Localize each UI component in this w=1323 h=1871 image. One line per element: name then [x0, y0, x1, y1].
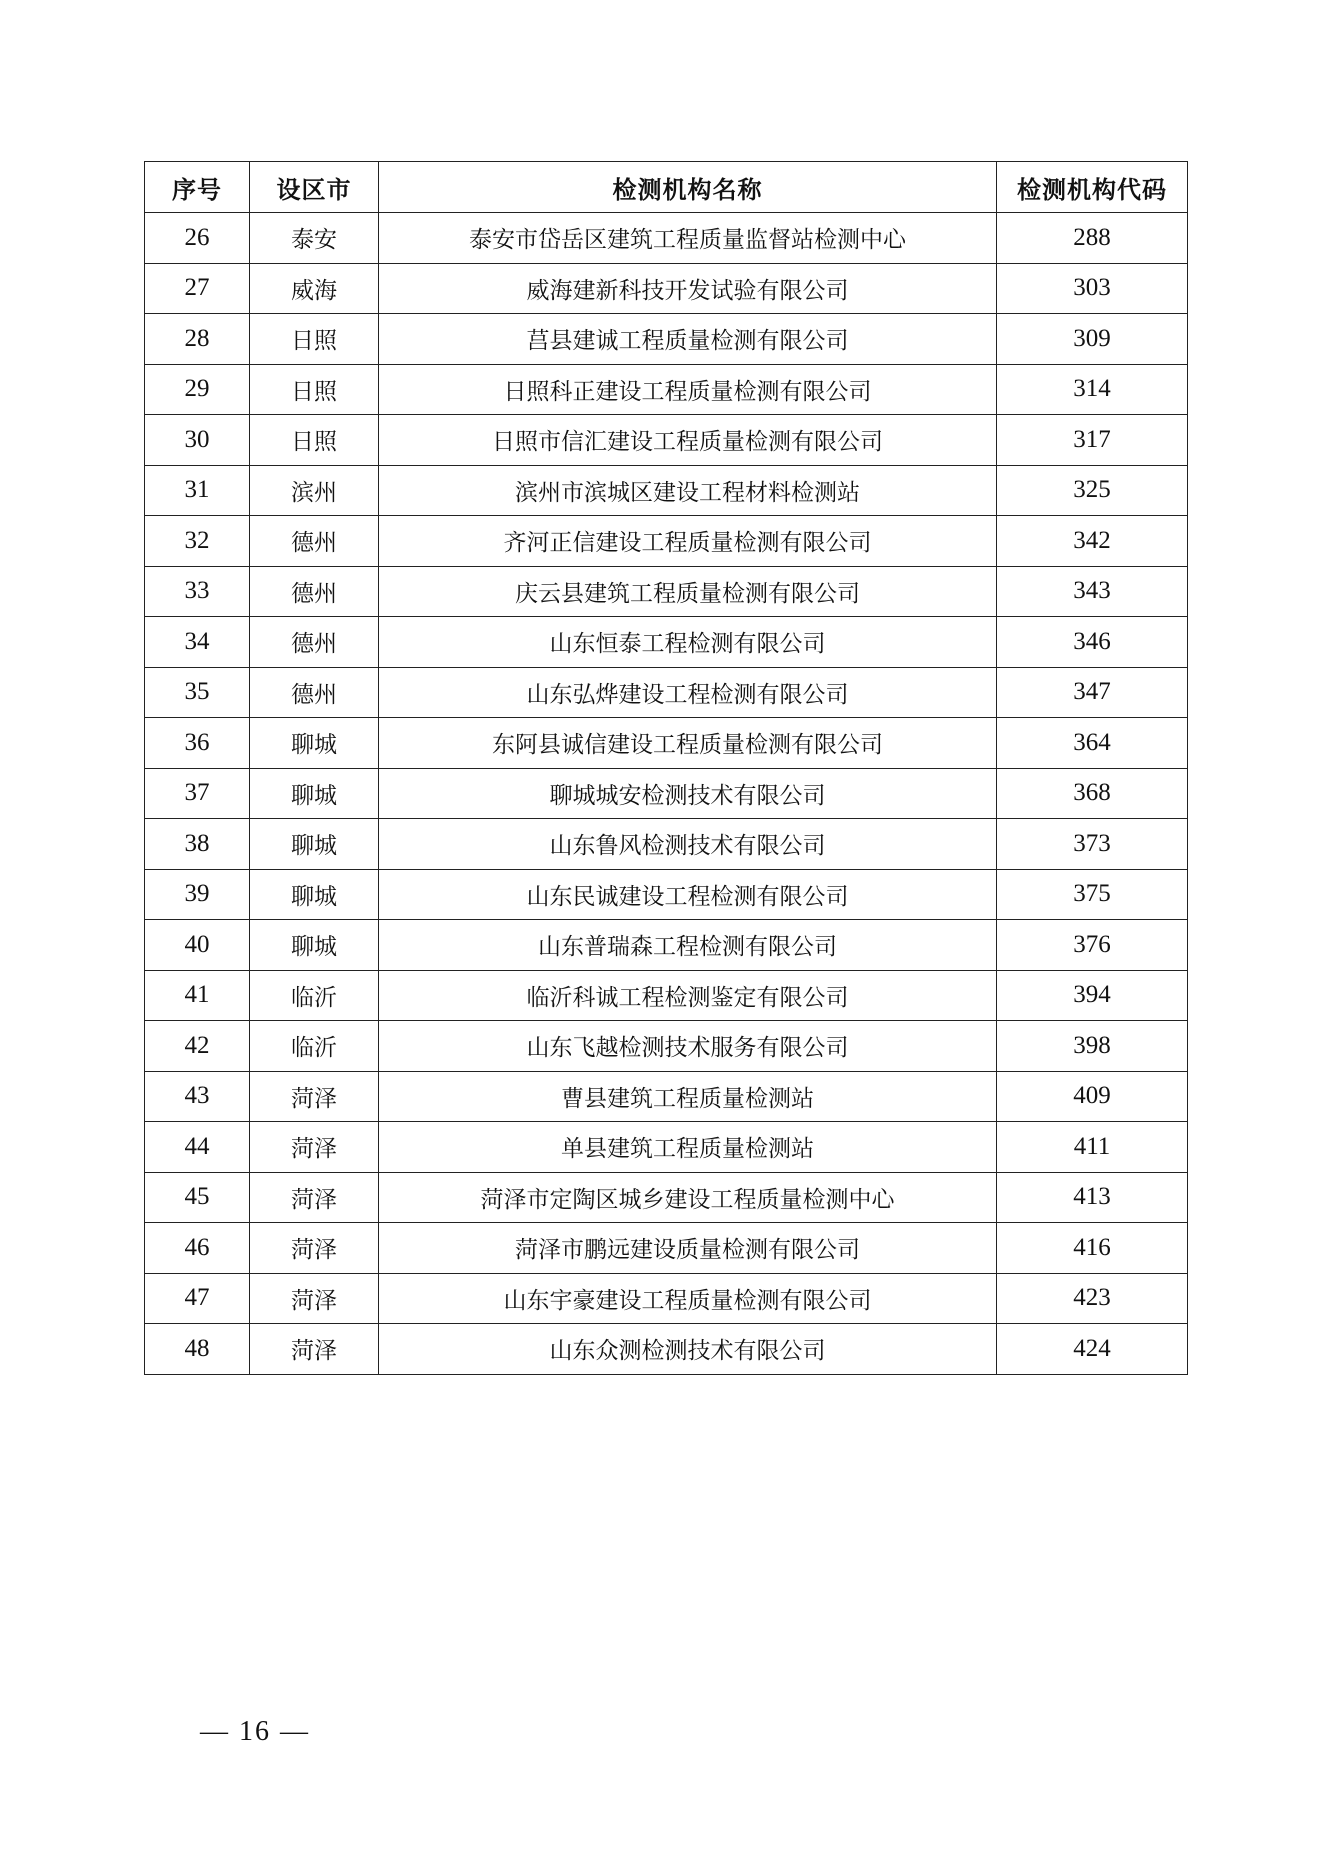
table-row — [145, 617, 1188, 668]
table-row — [145, 314, 1188, 365]
cell-code: 303 — [997, 263, 1188, 314]
cell-code: 343 — [997, 566, 1188, 617]
table-row — [145, 819, 1188, 870]
cell-code: 364 — [997, 718, 1188, 769]
table-row — [145, 1172, 1188, 1223]
cell-name: 东阿县诚信建设工程质量检测有限公司 — [379, 718, 997, 769]
cell-code: 416 — [997, 1223, 1188, 1274]
cell-city: 聊城 — [250, 768, 379, 819]
cell-code: 413 — [997, 1172, 1188, 1223]
table-row — [145, 566, 1188, 617]
cell-city: 日照 — [250, 415, 379, 466]
cell-code: 342 — [997, 516, 1188, 567]
cell-seq: 36 — [145, 718, 250, 769]
cell-city: 聊城 — [250, 869, 379, 920]
table-row — [145, 920, 1188, 971]
cell-code: 398 — [997, 1021, 1188, 1072]
table-row — [145, 970, 1188, 1021]
table-row — [145, 869, 1188, 920]
table-row — [145, 263, 1188, 314]
cell-seq: 48 — [145, 1324, 250, 1375]
cell-code: 347 — [997, 667, 1188, 718]
cell-seq: 42 — [145, 1021, 250, 1072]
cell-city: 聊城 — [250, 819, 379, 870]
cell-city: 日照 — [250, 314, 379, 365]
cell-city: 临沂 — [250, 970, 379, 1021]
cell-seq: 31 — [145, 465, 250, 516]
cell-seq: 44 — [145, 1122, 250, 1173]
cell-city: 菏泽 — [250, 1071, 379, 1122]
cell-city: 菏泽 — [250, 1324, 379, 1375]
cell-seq: 41 — [145, 970, 250, 1021]
cell-city: 聊城 — [250, 718, 379, 769]
cell-code: 394 — [997, 970, 1188, 1021]
cell-city: 菏泽 — [250, 1122, 379, 1173]
cell-seq: 47 — [145, 1273, 250, 1324]
cell-name: 菏泽市鹏远建设质量检测有限公司 — [379, 1223, 997, 1274]
cell-city: 威海 — [250, 263, 379, 314]
header-seq: 序号 — [145, 162, 250, 213]
cell-city: 菏泽 — [250, 1223, 379, 1274]
header-name: 检测机构名称 — [379, 162, 997, 213]
cell-seq: 34 — [145, 617, 250, 668]
cell-city: 德州 — [250, 516, 379, 567]
cell-seq: 38 — [145, 819, 250, 870]
cell-city: 临沂 — [250, 1021, 379, 1072]
cell-code: 375 — [997, 869, 1188, 920]
cell-name: 齐河正信建设工程质量检测有限公司 — [379, 516, 997, 567]
table-row — [145, 516, 1188, 567]
cell-name: 日照市信汇建设工程质量检测有限公司 — [379, 415, 997, 466]
cell-code: 288 — [997, 213, 1188, 264]
cell-code: 423 — [997, 1273, 1188, 1324]
cell-city: 滨州 — [250, 465, 379, 516]
table-row — [145, 1273, 1188, 1324]
table-row — [145, 364, 1188, 415]
table-row — [145, 1122, 1188, 1173]
cell-city: 德州 — [250, 667, 379, 718]
cell-name: 山东鲁风检测技术有限公司 — [379, 819, 997, 870]
cell-name: 山东飞越检测技术服务有限公司 — [379, 1021, 997, 1072]
cell-name: 莒县建诚工程质量检测有限公司 — [379, 314, 997, 365]
cell-seq: 45 — [145, 1172, 250, 1223]
cell-name: 单县建筑工程质量检测站 — [379, 1122, 997, 1173]
cell-code: 411 — [997, 1122, 1188, 1173]
cell-code: 325 — [997, 465, 1188, 516]
table-header-row — [145, 162, 1188, 213]
cell-name: 泰安市岱岳区建筑工程质量监督站检测中心 — [379, 213, 997, 264]
cell-name: 滨州市滨城区建设工程材料检测站 — [379, 465, 997, 516]
table-row — [145, 667, 1188, 718]
cell-city: 菏泽 — [250, 1273, 379, 1324]
cell-code: 368 — [997, 768, 1188, 819]
cell-city: 聊城 — [250, 920, 379, 971]
cell-name: 曹县建筑工程质量检测站 — [379, 1071, 997, 1122]
cell-code: 376 — [997, 920, 1188, 971]
table-row — [145, 1324, 1188, 1375]
cell-name: 山东众测检测技术有限公司 — [379, 1324, 997, 1375]
cell-name: 日照科正建设工程质量检测有限公司 — [379, 364, 997, 415]
cell-name: 聊城城安检测技术有限公司 — [379, 768, 997, 819]
cell-code: 424 — [997, 1324, 1188, 1375]
cell-city: 德州 — [250, 617, 379, 668]
table-row — [145, 1223, 1188, 1274]
table-row — [145, 718, 1188, 769]
cell-name: 庆云县建筑工程质量检测有限公司 — [379, 566, 997, 617]
cell-name: 菏泽市定陶区城乡建设工程质量检测中心 — [379, 1172, 997, 1223]
cell-seq: 39 — [145, 869, 250, 920]
cell-seq: 29 — [145, 364, 250, 415]
cell-seq: 46 — [145, 1223, 250, 1274]
cell-name: 山东弘烨建设工程检测有限公司 — [379, 667, 997, 718]
table-row — [145, 1071, 1188, 1122]
table-row — [145, 213, 1188, 264]
cell-name: 山东宇豪建设工程质量检测有限公司 — [379, 1273, 997, 1324]
table-row — [145, 415, 1188, 466]
cell-name: 山东普瑞森工程检测有限公司 — [379, 920, 997, 971]
cell-name: 山东民诚建设工程检测有限公司 — [379, 869, 997, 920]
cell-seq: 37 — [145, 768, 250, 819]
cell-seq: 43 — [145, 1071, 250, 1122]
cell-city: 德州 — [250, 566, 379, 617]
cell-city: 菏泽 — [250, 1172, 379, 1223]
cell-code: 373 — [997, 819, 1188, 870]
table-row — [145, 1021, 1188, 1072]
institution-table-container — [144, 161, 1187, 1375]
cell-code: 317 — [997, 415, 1188, 466]
table-row — [145, 465, 1188, 516]
institution-table — [144, 161, 1188, 1375]
cell-name: 山东恒泰工程检测有限公司 — [379, 617, 997, 668]
table-row — [145, 768, 1188, 819]
cell-city: 日照 — [250, 364, 379, 415]
cell-name: 威海建新科技开发试验有限公司 — [379, 263, 997, 314]
cell-seq: 33 — [145, 566, 250, 617]
header-city: 设区市 — [250, 162, 379, 213]
cell-seq: 30 — [145, 415, 250, 466]
header-code: 检测机构代码 — [997, 162, 1188, 213]
cell-city: 泰安 — [250, 213, 379, 264]
cell-seq: 35 — [145, 667, 250, 718]
cell-seq: 28 — [145, 314, 250, 365]
cell-seq: 32 — [145, 516, 250, 567]
cell-seq: 26 — [145, 213, 250, 264]
cell-name: 临沂科诚工程检测鉴定有限公司 — [379, 970, 997, 1021]
cell-code: 309 — [997, 314, 1188, 365]
cell-code: 314 — [997, 364, 1188, 415]
cell-code: 409 — [997, 1071, 1188, 1122]
page-number: — 16 — — [200, 1716, 310, 1747]
table-body — [145, 213, 1188, 1375]
cell-code: 346 — [997, 617, 1188, 668]
cell-seq: 40 — [145, 920, 250, 971]
cell-seq: 27 — [145, 263, 250, 314]
